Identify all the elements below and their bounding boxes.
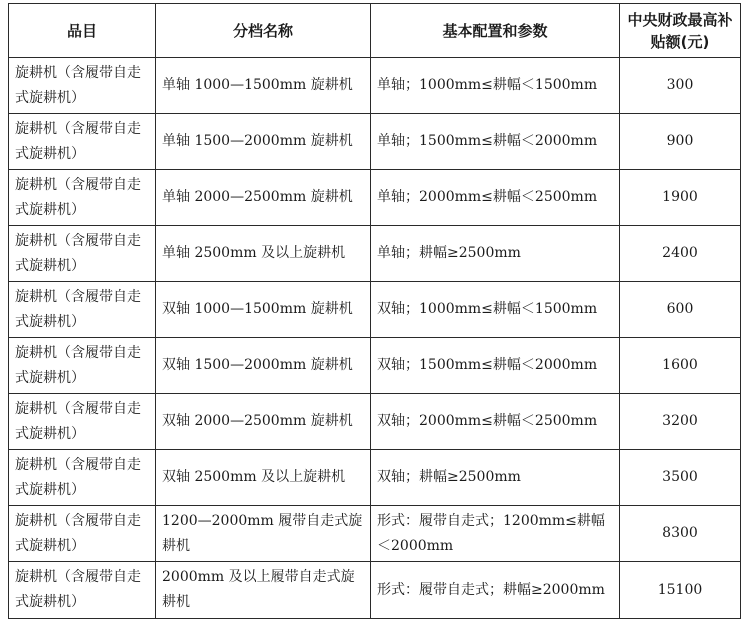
cell-config: 形式：履带自走式；耕幅≥2000mm xyxy=(371,562,620,619)
cell-tier-name: 单轴 1000—1500mm 旋耕机 xyxy=(156,58,371,114)
cell-config: 单轴；耕幅≥2500mm xyxy=(371,226,620,282)
cell-config: 单轴；2000mm≤耕幅＜2500mm xyxy=(371,170,620,226)
table-row xyxy=(9,450,741,506)
cell-config: 双轴；2000mm≤耕幅＜2500mm xyxy=(371,394,620,450)
header-max-subsidy: 中央财政最高补贴额(元) xyxy=(620,4,741,58)
cell-item: 旋耕机（含履带自走式旋耕机） xyxy=(9,562,156,619)
cell-item: 旋耕机（含履带自走式旋耕机） xyxy=(9,450,156,506)
cell-config: 双轴；1500mm≤耕幅＜2000mm xyxy=(371,338,620,394)
cell-subsidy: 1600 xyxy=(620,338,741,394)
header-tier-name: 分档名称 xyxy=(156,4,371,58)
table-row xyxy=(9,338,741,394)
cell-item: 旋耕机（含履带自走式旋耕机） xyxy=(9,506,156,562)
table-row xyxy=(9,562,741,619)
table-body xyxy=(9,58,741,619)
table-row xyxy=(9,58,741,114)
cell-tier-name: 单轴 2500mm 及以上旋耕机 xyxy=(156,226,371,282)
header-item: 品目 xyxy=(9,4,156,58)
table-row xyxy=(9,226,741,282)
table-row xyxy=(9,506,741,562)
cell-subsidy: 8300 xyxy=(620,506,741,562)
cell-tier-name: 1200—2000mm 履带自走式旋耕机 xyxy=(156,506,371,562)
table-row xyxy=(9,282,741,338)
cell-item: 旋耕机（含履带自走式旋耕机） xyxy=(9,226,156,282)
cell-tier-name: 双轴 1000—1500mm 旋耕机 xyxy=(156,282,371,338)
cell-subsidy: 300 xyxy=(620,58,741,114)
table-row xyxy=(9,170,741,226)
cell-subsidy: 1900 xyxy=(620,170,741,226)
header-row xyxy=(9,4,741,58)
cell-tier-name: 2000mm 及以上履带自走式旋耕机 xyxy=(156,562,371,619)
cell-subsidy: 3500 xyxy=(620,450,741,506)
cell-subsidy: 600 xyxy=(620,282,741,338)
cell-tier-name: 双轴 1500—2000mm 旋耕机 xyxy=(156,338,371,394)
cell-tier-name: 单轴 2000—2500mm 旋耕机 xyxy=(156,170,371,226)
cell-tier-name: 双轴 2500mm 及以上旋耕机 xyxy=(156,450,371,506)
cell-config: 双轴；1000mm≤耕幅＜1500mm xyxy=(371,282,620,338)
cell-item: 旋耕机（含履带自走式旋耕机） xyxy=(9,114,156,170)
table-header xyxy=(9,4,741,58)
cell-config: 单轴；1500mm≤耕幅＜2000mm xyxy=(371,114,620,170)
cell-subsidy: 2400 xyxy=(620,226,741,282)
cell-config: 双轴；耕幅≥2500mm xyxy=(371,450,620,506)
cell-item: 旋耕机（含履带自走式旋耕机） xyxy=(9,282,156,338)
cell-subsidy: 3200 xyxy=(620,394,741,450)
cell-item: 旋耕机（含履带自走式旋耕机） xyxy=(9,394,156,450)
table-row xyxy=(9,114,741,170)
cell-item: 旋耕机（含履带自走式旋耕机） xyxy=(9,170,156,226)
cell-subsidy: 15100 xyxy=(620,562,741,619)
cell-config: 单轴；1000mm≤耕幅＜1500mm xyxy=(371,58,620,114)
cell-item: 旋耕机（含履带自走式旋耕机） xyxy=(9,338,156,394)
cell-config: 形式：履带自走式；1200mm≤耕幅＜2000mm xyxy=(371,506,620,562)
cell-subsidy: 900 xyxy=(620,114,741,170)
cell-tier-name: 单轴 1500—2000mm 旋耕机 xyxy=(156,114,371,170)
cell-tier-name: 双轴 2000—2500mm 旋耕机 xyxy=(156,394,371,450)
header-config-params: 基本配置和参数 xyxy=(371,4,620,58)
cell-item: 旋耕机（含履带自走式旋耕机） xyxy=(9,58,156,114)
table-row xyxy=(9,394,741,450)
subsidy-table xyxy=(8,3,741,619)
